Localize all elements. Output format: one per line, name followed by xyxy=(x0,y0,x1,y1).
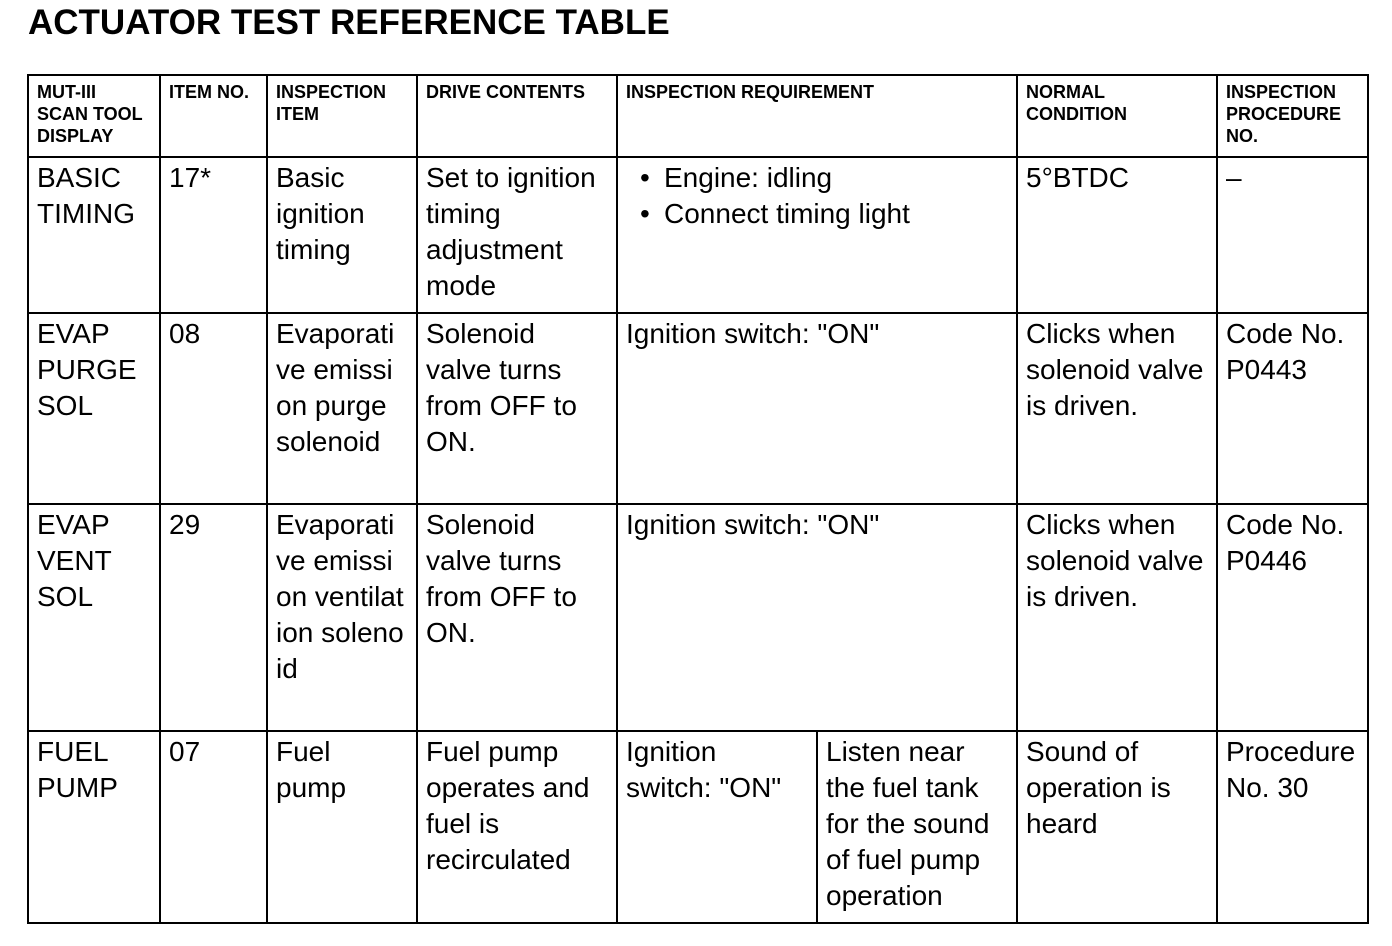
header-inspection-requirement: INSPECTION REQUIREMENT xyxy=(617,75,1017,157)
cell-drive-contents: Solenoid valve turns from OFF to ON. xyxy=(417,313,617,504)
bullet-text: Engine: idling xyxy=(664,162,833,193)
cell-drive-contents: Fuel pump operates and fuel is recirculated xyxy=(417,731,617,923)
cell-item-no: 07 xyxy=(160,731,267,923)
table-row xyxy=(28,313,1368,504)
cell-inspection-item: Basic ignition timing xyxy=(267,157,417,313)
bullet-icon: • xyxy=(640,162,650,193)
header-inspection-item: INSPECTION ITEM xyxy=(267,75,417,157)
actuator-test-table xyxy=(27,74,1369,924)
header-procedure-no: INSPECTION PROCEDURE NO. xyxy=(1217,75,1368,157)
cell-procedure-no: Code No. P0443 xyxy=(1217,313,1368,504)
table-row xyxy=(28,157,1368,313)
cell-display: BASIC TIMING xyxy=(28,157,160,313)
list-item xyxy=(636,160,1008,196)
cell-normal-condition: Sound of operation is heard xyxy=(1017,731,1217,923)
header-row xyxy=(28,75,1368,157)
cell-requirement: Ignition switch: "ON" xyxy=(617,313,1017,504)
cell-inspection-item: Evaporative emission ventilation solenoid xyxy=(267,504,417,731)
cell-normal-condition: Clicks when solenoid valve is driven. xyxy=(1017,313,1217,504)
page-title: ACTUATOR TEST REFERENCE TABLE xyxy=(28,3,670,42)
cell-item-no: 29 xyxy=(160,504,267,731)
header-item-no: ITEM NO. xyxy=(160,75,267,157)
cell-item-no: 08 xyxy=(160,313,267,504)
cell-requirement-method: Listen near the fuel tank for the sound of fuel pump operation xyxy=(817,731,1017,923)
cell-display: EVAP VENT SOL xyxy=(28,504,160,731)
header-drive-contents: DRIVE CONTENTS xyxy=(417,75,617,157)
cell-normal-condition: Clicks when solenoid valve is driven. xyxy=(1017,504,1217,731)
requirement-bullet-list xyxy=(626,160,1008,232)
bullet-text: Connect timing light xyxy=(664,198,910,229)
cell-inspection-item: Evaporative emission purge solenoid xyxy=(267,313,417,504)
cell-requirement xyxy=(617,157,1017,313)
list-item xyxy=(636,196,1008,232)
header-scan-tool-display: MUT-III SCAN TOOL DISPLAY xyxy=(28,75,160,157)
cell-procedure-no: Code No. P0446 xyxy=(1217,504,1368,731)
cell-procedure-no: – xyxy=(1217,157,1368,313)
cell-display: EVAP PURGE SOL xyxy=(28,313,160,504)
cell-drive-contents: Set to ignition timing adjustment mode xyxy=(417,157,617,313)
cell-requirement-condition: Ignition switch: "ON" xyxy=(617,731,817,923)
table-row xyxy=(28,731,1368,923)
cell-drive-contents: Solenoid valve turns from OFF to ON. xyxy=(417,504,617,731)
table-row xyxy=(28,504,1368,731)
header-normal-condition: NORMAL CONDITION xyxy=(1017,75,1217,157)
cell-display: FUEL PUMP xyxy=(28,731,160,923)
cell-normal-condition: 5°BTDC xyxy=(1017,157,1217,313)
cell-requirement: Ignition switch: "ON" xyxy=(617,504,1017,731)
cell-inspection-item: Fuel pump xyxy=(267,731,417,923)
bullet-icon: • xyxy=(640,198,650,229)
cell-procedure-no: Procedure No. 30 xyxy=(1217,731,1368,923)
cell-item-no: 17* xyxy=(160,157,267,313)
